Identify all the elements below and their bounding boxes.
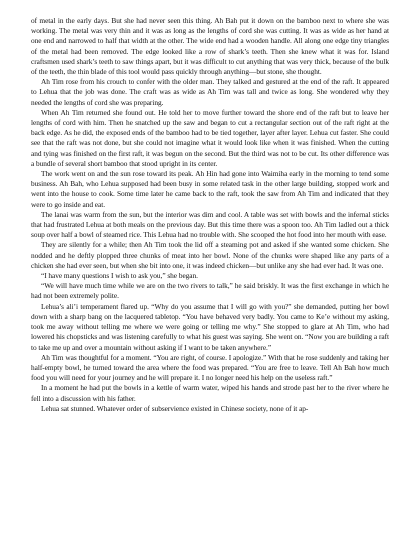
paragraph-7: “I have many questions I wish to ask you,” she began. — [41, 271, 198, 281]
paragraph-12: Lehua sat stunned. Whatever order of subservience existed in Chinese society, none of it ap- — [41, 403, 309, 413]
paragraph-8: “We will have much time while we are on the two rivers to talk,” he said briskly. It was the first exchange in which he had not been extremely polite. — [31, 281, 389, 301]
paragraph-6: They are silently for a while; then Ah Tim took the lid off a steaming pot and asked if she wanted some chicken. She nodded and he deftly plopped three chunks of meat into her bowl. None of the chunks were shaped like any parts of a chicken she had ever seen, but when she bit into one, it was indeed chicken—but unlike any she had ever had. It was one. — [31, 240, 389, 270]
paragraph-1: of metal in the early days. But she had never seen this thing. Ah Bah put it down on the bamboo next to where she was working. The metal was very thin and it was as long as the lengths of cord she was cutting. It was as wide as her hand at one end and narrowed to half that width at the other. The wide end had a wooden handle. All along one edge tiny triangles of the metal had been removed. The edge looked like a row of shark’s teeth. Then she knew what it was for. Island craftsmen used shark’s teeth to saw things apart, but it was difficult to cut anything that was very thick, because of the bulk of the teeth, the thin blade of this tool would pass quickly through anything—but stone, she thought. — [31, 16, 389, 77]
paragraph-11: In a moment he had put the bowls in a kettle of warm water, wiped his hands and strode past her to the river where he fell into a discussion with his father. — [31, 383, 389, 403]
paragraph-10: Ah Tim was thoughtful for a moment. “You are right, of course. I apologize.” With that he rose suddenly and taking her half-empty bowl, he turned toward the area where the food was prepared. “You are free to leave. Tell Ah Bah how much food you will need for your journey and he will prepare it. I no longer need his help on the useless raft.” — [31, 352, 389, 383]
paragraph-9: Lehua’s ali’i temperament flared up. “Why do you assume that I will go with you?” she demanded, putting her bowl down with a sharp bang on the lacquered tabletop. “You have behaved very badly. You came to Ke’e without my asking, took me away without telling me where we were going or telling me why.” She stopped to glare at Ah Tim, who had lowered his chopsticks and was listening carefully to what his guest was saying. She went on. “Now you are building a raft to take me up and over a mountain without asking if I want to be taken anywhere.” — [31, 301, 389, 352]
paragraph-2: Ah Tim rose from his crouch to confer with the older man. They talked and gestured at the end of the raft. It appeared to Lehua that the job was done. The craft was as wide as Ah Tim was tall and twice as long. She wondered why they needed the lengths of cord she was preparing. — [31, 77, 389, 107]
paragraph-3: When Ah Tim returned she found out. He told her to move further toward the shore end of the raft but to leave her lengths of cord with him. Then he snatched up the saw and began to cut a rectangular section out of the raft right at the back edge. As he did, the exposed ends of the bamboo had to be tied together, layer after layer. Lehua cut faster. She could see that the raft was not done, but she could not imagine what it would look like when it was finished. When the cutting and tying was finished on the first raft, it was begun on the second. But the third was not to be cut. Its other difference was a bundle of several short bamboo that stood upright in its center. — [31, 107, 389, 168]
paragraph-4: The work went on and the sun rose toward its peak. Ah Hin had gone into Waimiha early in the morning to tend some business. Ah Bah, who Lehua supposed had been busy in some related task in the other large building, stopped work and went into the house to cook. Some time later he came back to the raft, took the saw from Ah Tim and indicated that they were to go inside and eat. — [31, 169, 389, 209]
paragraph-5: The lanai was warm from the sun, but the interior was dim and cool. A table was set with bowls and the infernal sticks that had frustrated Lehua at both meals on the previous day. But this time there was a spoon too. Ah Tim ladled out a thick soup over half a bowl of steamed rice. This Lehua had no trouble with. She scooped the hot food into her mouth with ease. — [31, 209, 389, 240]
book-page — [31, 16, 389, 536]
